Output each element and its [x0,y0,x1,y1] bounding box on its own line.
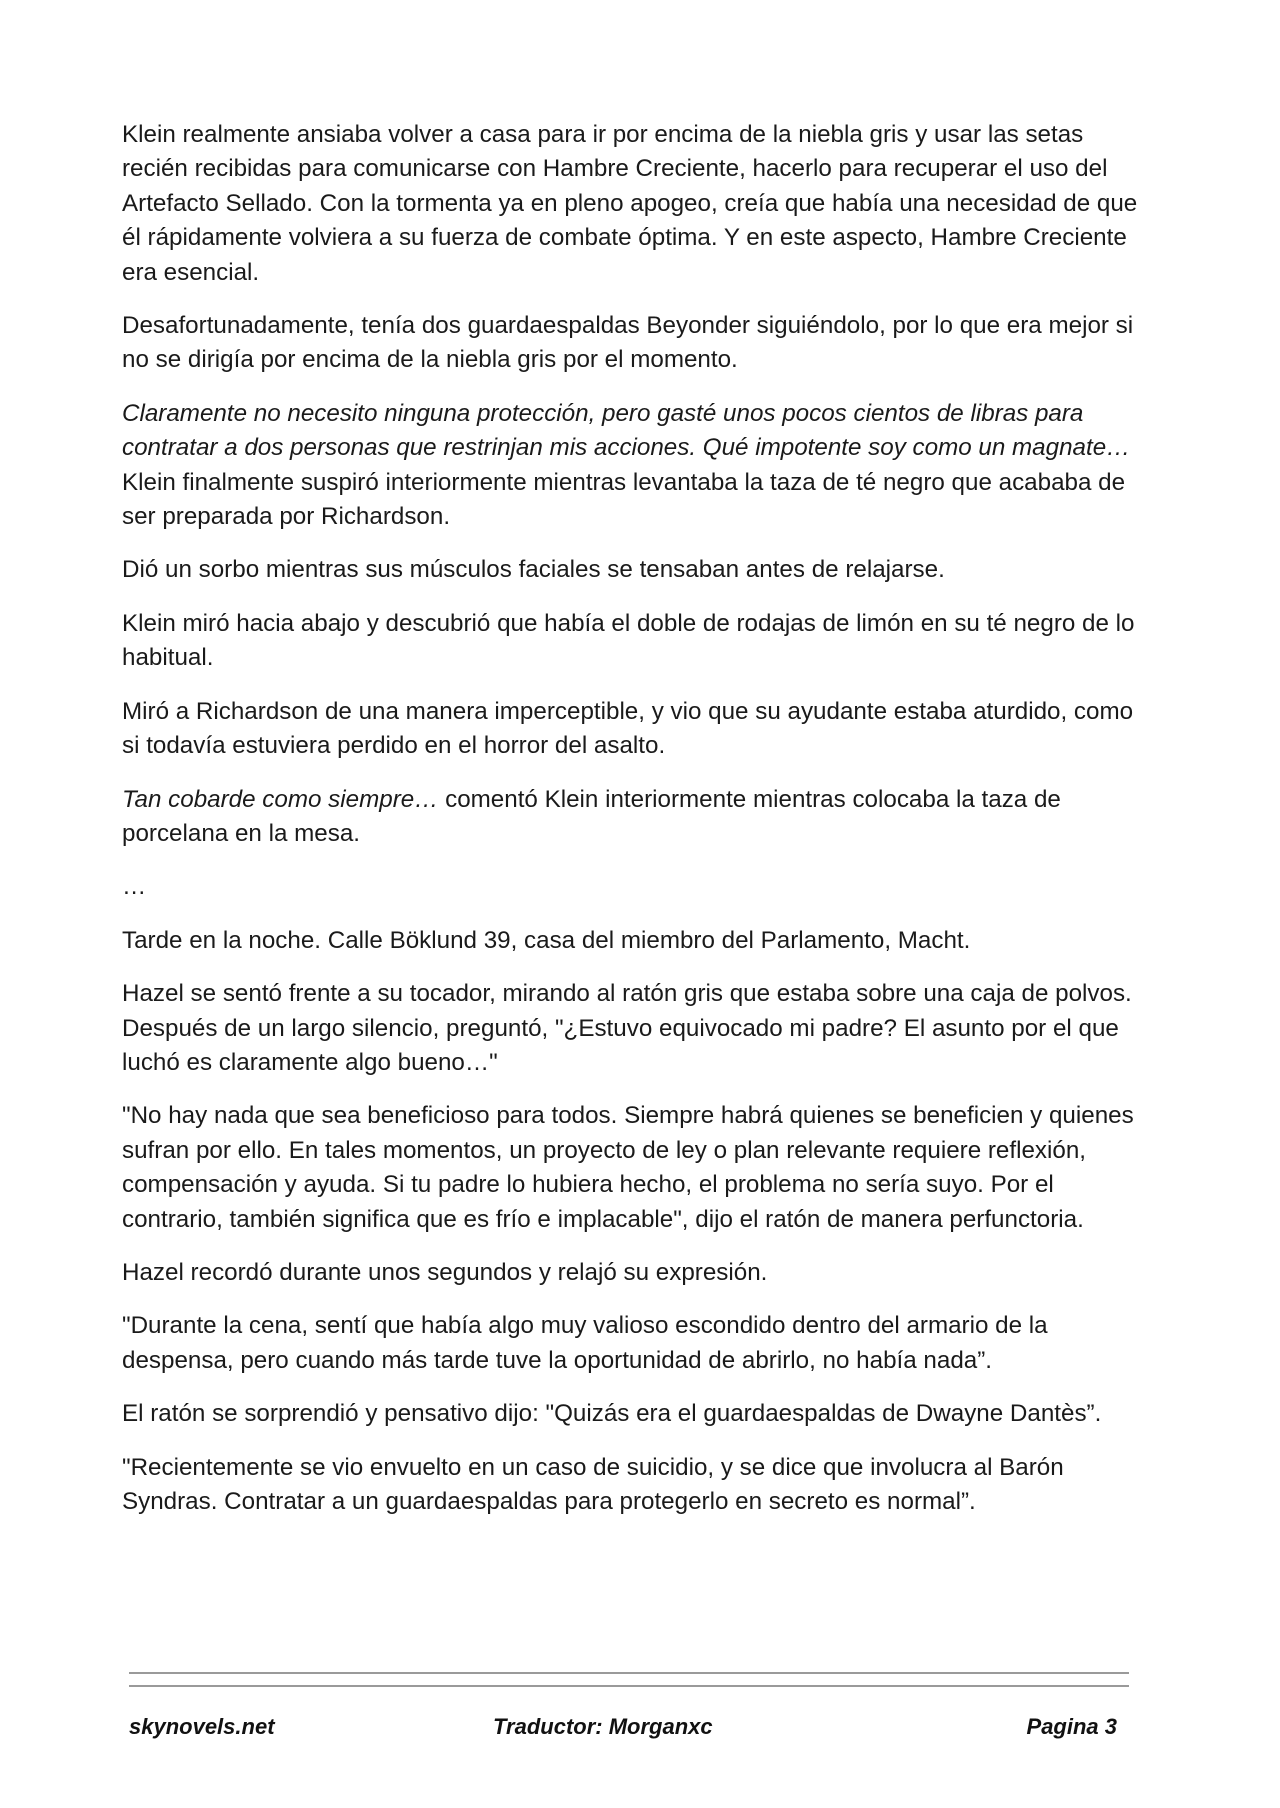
paragraph [122,1256,1142,1290]
paragraph [122,977,1142,1080]
paragraph [122,553,1142,587]
footer-page-number: Pagina 3 [1026,1714,1117,1739]
paragraph-text: comentó Klein interiormente mientras colocaba la taza de porcelana en la mesa. [122,785,1061,847]
paragraph-text: Desafortunadamente, tenía dos guardaespaldas Beyonder siguiéndolo, por lo que era mejor si no se dirigía por encima de la niebla gris por el momento. [122,312,1134,374]
paragraph-text: El ratón se sorprendió y pensativo dijo: "Quizás era el guardaespaldas de Dwayne Dantès”. [122,1400,1102,1428]
paragraph [122,695,1142,764]
paragraph [122,783,1142,852]
paragraph-text: … [122,873,147,901]
page-footer [129,1714,1129,1746]
paragraph-text: "Recientemente se vio envuelto en un caso de suicidio, y se dice que involucra al Barón Syndras. Contratar a un guardaespaldas para protegerlo en secreto es normal”. [122,1453,1064,1515]
scene-break [122,870,1142,904]
paragraph-text: "No hay nada que sea beneficioso para todos. Siempre habrá quienes se beneficien y quienes sufran por ello. En tales momentos, un proyecto de ley o plan relevante requiere reflexión, compensación y ayuda. Si tu padre lo hubiera hecho, el problema no sería suyo. Por el contrario, también significa que es frío e implacable", dijo el ratón de manera perfunctoria. [122,1102,1134,1233]
paragraph [122,924,1142,958]
paragraph [122,309,1142,378]
paragraph-text: Hazel se sentó frente a su tocador, mirando al ratón gris que estaba sobre una caja de polvos. Después de un largo silencio, preguntó, "¿Estuvo equivocado mi padre? El asunto por el que luchó es claramente algo bueno…" [122,980,1132,1076]
paragraph [122,607,1142,676]
paragraph [122,1309,1142,1378]
paragraph-text: Klein finalmente suspiró interiormente mientras levantaba la taza de té negro que acababa de ser preparada por Richardson. [122,468,1126,531]
footer-site: skynovels.net [129,1714,275,1739]
footer-rule-bottom [129,1685,1129,1687]
paragraph [122,1099,1142,1237]
paragraph-text: Hazel recordó durante unos segundos y relajó su expresión. [122,1258,768,1286]
paragraph-text: Miró a Richardson de una manera imperceptible, y vio que su ayudante estaba aturdido, como si todavía estuviera perdido en el horror del asalto. [122,697,1134,760]
paragraph-text: Klein miró hacia abajo y descubrió que había el doble de rodajas de limón en su té negro de lo habitual. [122,609,1135,672]
footer-translator: Traductor: Morganxc [493,1714,713,1739]
paragraph [122,1451,1142,1520]
page-body [122,118,1142,1538]
paragraph [122,1397,1142,1431]
footer-divider [129,1672,1129,1698]
paragraph-text: Tarde en la noche. Calle Böklund 39, casa del miembro del Parlamento, Macht. [122,926,971,954]
paragraph-text: Dió un sorbo mientras sus músculos faciales se tensaban antes de relajarse. [122,556,945,584]
paragraph-italic-text: Claramente no necesito ninguna protección, pero gasté unos pocos cientos de libras para contratar a dos personas que restrinjan mis acciones. Qué impotente soy como un magnate… [122,399,1131,462]
paragraph-italic-text: Tan cobarde como siempre… [122,785,439,813]
paragraph-text: "Durante la cena, sentí que había algo muy valioso escondido dentro del armario de la despensa, pero cuando más tarde tuve la oportunidad de abrirlo, no había nada”. [122,1312,1048,1374]
footer-rule-top [129,1672,1129,1674]
paragraph-text: Klein realmente ansiaba volver a casa para ir por encima de la niebla gris y usar las setas recién recibidas para comunicarse con Hambre Creciente, hacerlo para recuperar el uso del Artefacto Sellado. Con la tormenta ya en pleno apogeo, creía que había una necesidad de que él rápidamente volviera a su fuerza de combate óptima. Y en este aspecto, Hambre Creciente era esencial. [122,121,1138,286]
paragraph [122,118,1142,290]
paragraph [122,397,1142,535]
